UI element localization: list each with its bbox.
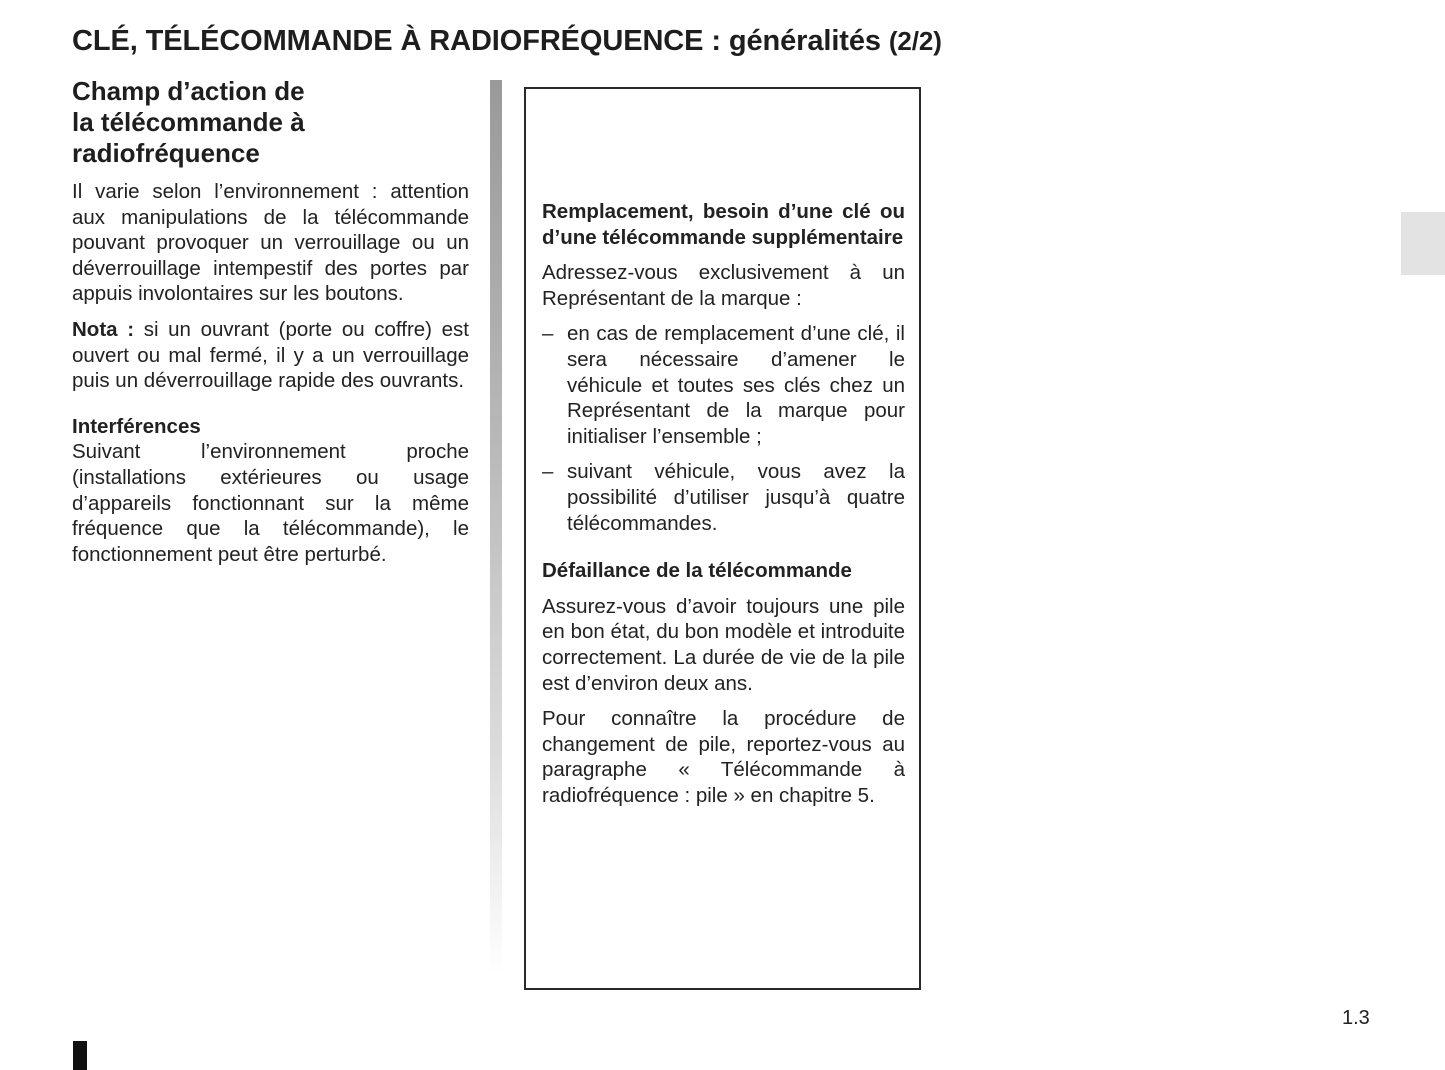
failure-heading: Défaillance de la télécommande [542,559,852,583]
section-heading-line-2: la télécommande à [72,107,305,137]
replacement-intro: Adressez-vous exclusivement à un Représentant de la marque : [542,261,905,310]
interference-paragraph: Suivant l’environnement proche (installations extérieures ou usage d’appareils fonctionnant sur la même fréquence que la télécommande), le fonctionnement peut être perturbé. [72,440,469,566]
info-box [524,87,921,990]
page-title-suffix: (2/2) [888,26,942,56]
list-item [542,321,905,449]
dash-bullet: – [542,322,554,346]
replacement-heading: Remplacement, besoin d’une clé ou d’une télécommande supplémentaire [542,200,905,249]
failure-paragraph-2: Pour connaître la procédure de changement de pile, reportez-vous au paragraphe « Télécommande à radiofréquence : pile » en chapitre 5. [542,707,905,807]
info-box-content [542,199,905,808]
list-item [542,459,905,536]
section-heading-line-3: radiofréquence [72,138,260,168]
range-paragraph: Il varie selon l’environnement : attention aux manipulations de la télécommande pouvant provoquer un verrouillage ou un déverrouillage intempestif des portes par appuis involontaires sur les boutons. [72,180,469,306]
list-item-text: en cas de remplacement d’une clé, il sera nécessaire d’amener le véhicule et toutes ses clés chez un Représentant de la marque pour initialiser l’ensemble ; [567,322,905,448]
nota-label: Nota : [72,317,135,341]
section-heading-line-1: Champ d’action de [72,76,305,106]
section-heading [72,76,469,169]
left-column [72,76,469,567]
page-title [72,24,1072,58]
list-item-text: suivant véhicule, vous avez la possibilité d’utiliser jusqu’à quatre télécommandes. [567,460,905,535]
replacement-list [542,321,905,536]
chapter-side-tab [1401,212,1445,275]
page-title-main: CLÉ, TÉLÉCOMMANDE À RADIOFRÉQUENCE : généralités [72,25,881,57]
gray-divider-bar [490,80,502,975]
interference-heading: Interférences [72,414,201,438]
dash-bullet: – [542,460,554,484]
page-number: 1.3 [1342,1007,1370,1029]
nota-paragraph [72,317,469,394]
failure-paragraph-1: Assurez-vous d’avoir toujours une pile en bon état, du bon modèle et introduite correctement. La durée de vie de la pile est d’environ deux ans. [542,594,905,695]
corner-crop-mark [73,1041,87,1070]
nota-text: si un ouvrant (porte ou coffre) est ouvert ou mal fermé, il y a un verrouillage puis un déverrouillage rapide des ouvrants. [72,317,469,393]
